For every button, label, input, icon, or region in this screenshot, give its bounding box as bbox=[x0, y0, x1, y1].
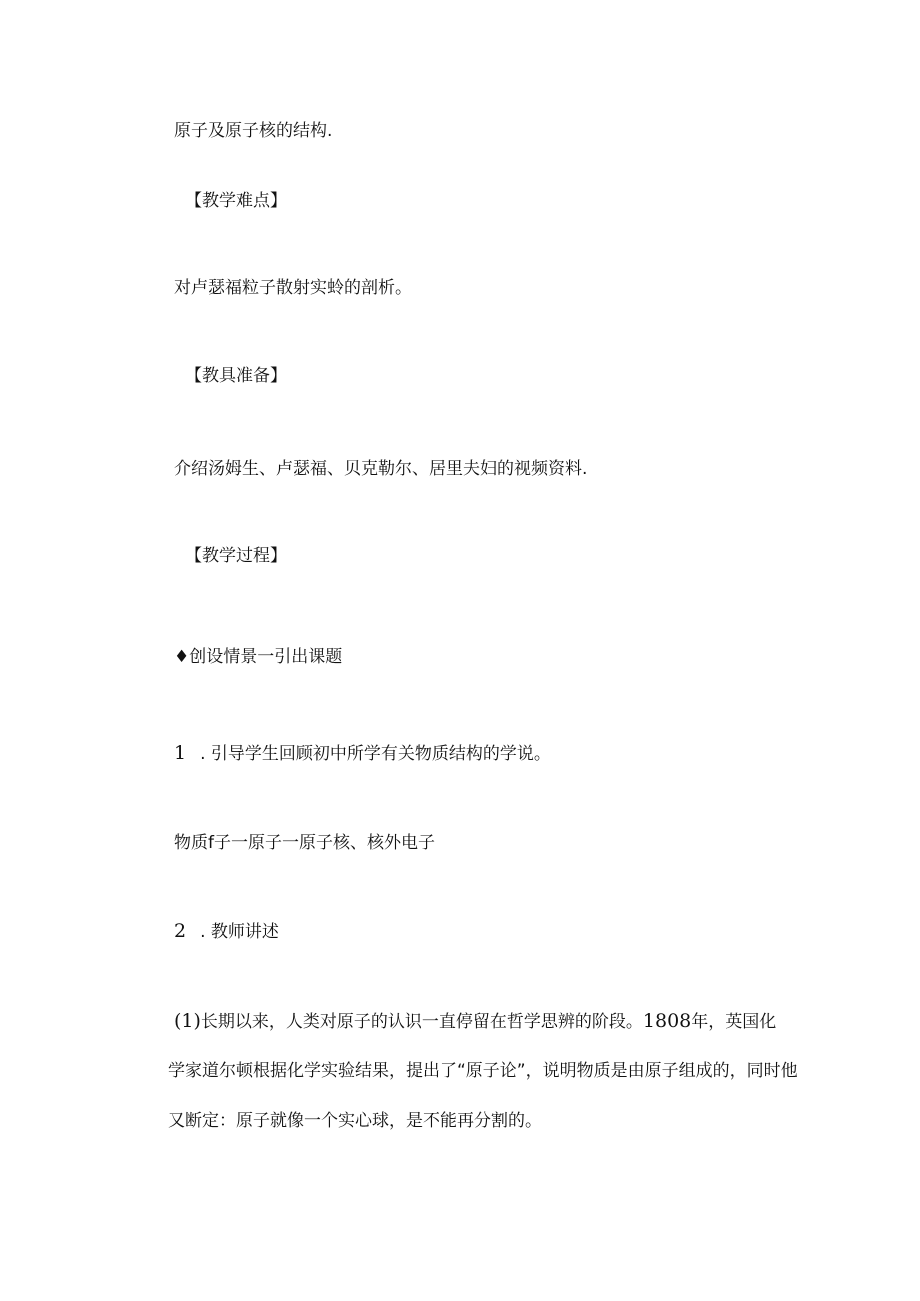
list-item-2 bbox=[174, 920, 279, 943]
text-line-difficulty: 对卢瑟福粒子散射实蛉的剖析。 bbox=[174, 278, 412, 298]
paragraph-number: (1) bbox=[174, 1010, 201, 1032]
paragraph-year: 1808 bbox=[642, 1010, 692, 1032]
list-item-1 bbox=[174, 742, 551, 765]
text-line-tools: 介绍汤姆生、卢瑟福、贝克勒尔、居里夫妇的视频资料. bbox=[174, 459, 588, 479]
heading-teaching-tools: 【教具准备】 bbox=[185, 366, 287, 386]
paragraph-row-3: 又断定：原子就像一个实心球，是不能再分割的。 bbox=[168, 1111, 542, 1131]
heading-teaching-difficulty: 【教学难点】 bbox=[185, 191, 287, 211]
paragraph-row-1-text-b: 年，英国化 bbox=[691, 1012, 777, 1032]
list-item-1-text: . 引导学生回顾初中所学有关物质结构的学说。 bbox=[200, 744, 551, 764]
text-line-structure: 原子及原子核的结构. bbox=[174, 121, 333, 141]
text-line-matter-chain: 物质f子一原子一原子核、核外电子 bbox=[174, 833, 435, 853]
list-item-2-number: 2 bbox=[174, 920, 187, 942]
heading-teaching-process: 【教学过程】 bbox=[185, 546, 287, 566]
paragraph-dalton bbox=[168, 1010, 798, 1131]
paragraph-row-1 bbox=[174, 1010, 776, 1033]
section-intro-title: ♦创设情景一引出课题 bbox=[174, 647, 343, 667]
list-item-1-number: 1 bbox=[174, 742, 187, 764]
paragraph-row-2: 学家道尔顿根据化学实验结果，提出了“原子论”，说明物质是由原子组成的，同时他 bbox=[168, 1061, 798, 1081]
paragraph-row-1-text-a: 长期以来，人类对原子的认识一直停留在哲学思辨的阶段。 bbox=[200, 1012, 643, 1032]
list-item-2-text: . 教师讲述 bbox=[200, 922, 279, 942]
